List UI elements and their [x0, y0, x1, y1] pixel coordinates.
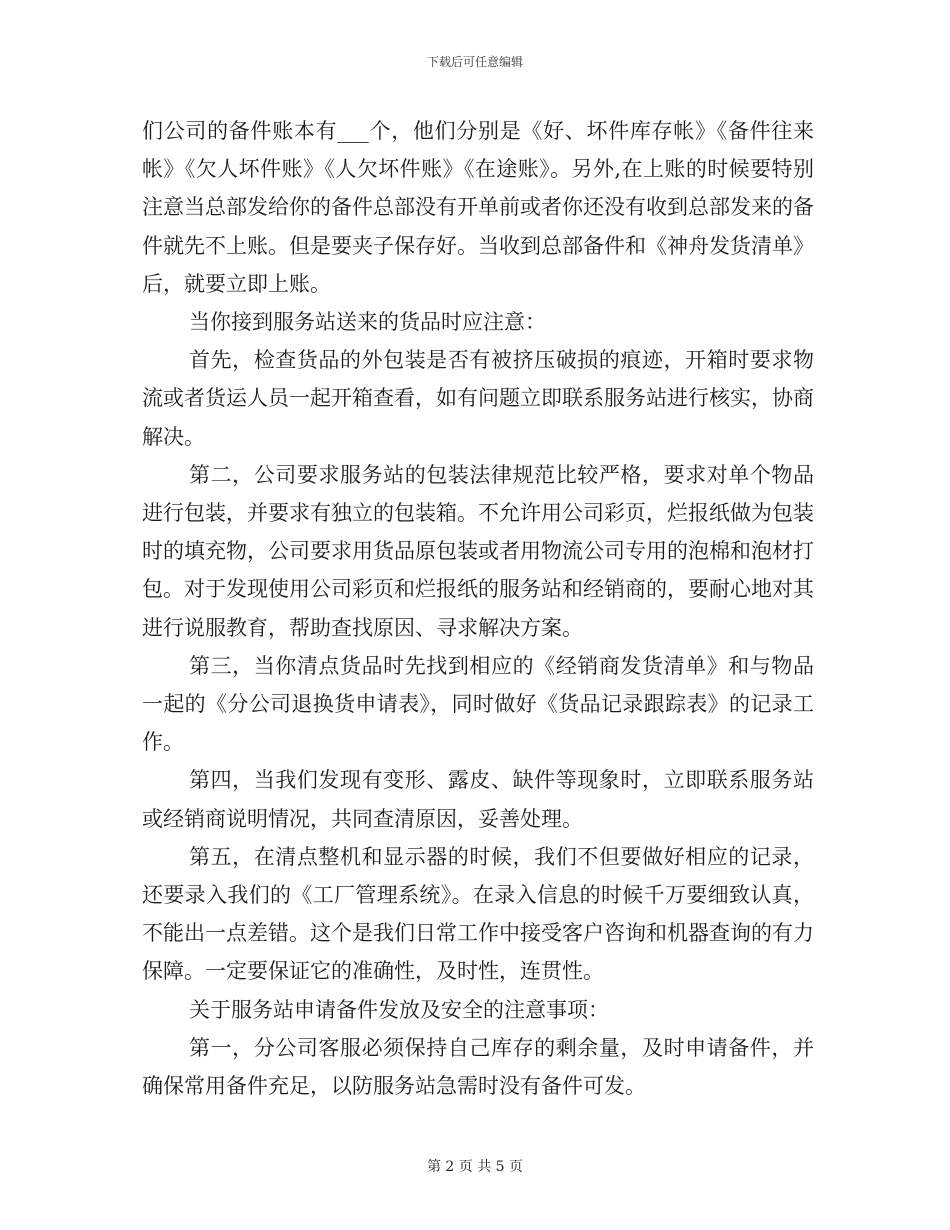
paragraph-2: 当你接到服务站送来的货品时应注意： — [189, 310, 546, 335]
page-header: 下载后可任意编辑 — [426, 55, 523, 69]
paragraph-8: 关于服务站申请备件发放及安全的注意事项： — [189, 997, 609, 1022]
document-body — [142, 112, 814, 1105]
paragraph-5: 第三，当你清点货品时先找到相应的《经销商发货清单》和与物品一起的《分公司退换货申请表》，同时做好《货品记录跟踪表》的记录工作。 — [142, 653, 814, 755]
paragraph-3: 首先，检查货品的外包装是否有被挤压破损的痕迹，开箱时要求物流或者货运人员一起开箱查看，如有问题立即联系服务站进行核实，协商解决。 — [142, 348, 814, 449]
paragraph-7: 第五，在清点整机和显示器的时候，我们不但要做好相应的记录，还要录入我们的《工厂管理系统》。在录入信息的时候千万要细致认真，不能出一点差错。这个是我们日常工作中接受客户咨询和机器查询的有力保障。一定要保证它的准确性，及时性，连贯性。 — [142, 844, 814, 984]
paragraph-9: 第一，分公司客服必须保持自己库存的剩余量，及时申请备件，并确保常用备件充足，以防服务站急需时没有备件可发。 — [142, 1035, 814, 1099]
paragraph-6: 第四，当我们发现有变形、露皮、缺件等现象时，立即联系服务站或经销商说明情况，共同查清原因，妥善处理。 — [142, 768, 814, 831]
page-footer: 第 2 页 共 5 页 — [426, 1159, 524, 1175]
paragraph-4: 第二，公司要求服务站的包装法律规范比较严格，要求对单个物品进行包装，并要求有独立的包装箱。不允许用公司彩页，烂报纸做为包装时的填充物，公司要求用货品原包装或者用物流公司专用的泡棉和泡材打包。对于发现使用公司彩页和烂报纸的服务站和经销商的，要耐心地对其进行说服教育，帮助查找原因、寻求解决方案。 — [142, 462, 814, 640]
paragraph-1: 们公司的备件账本有___个，他们分别是《好、坏件库存帐》《备件往来帐》《欠人坏件账》《人欠坏件账》《在途账》。另外,在上账的时候要特别注意当总部发给你的备件总部没有开单前或者你还没有收到总部发来的备件就先不上账。但是要夹子保存好。当收到总部备件和《神舟发货清单》后，就要立即上账。 — [142, 119, 814, 296]
